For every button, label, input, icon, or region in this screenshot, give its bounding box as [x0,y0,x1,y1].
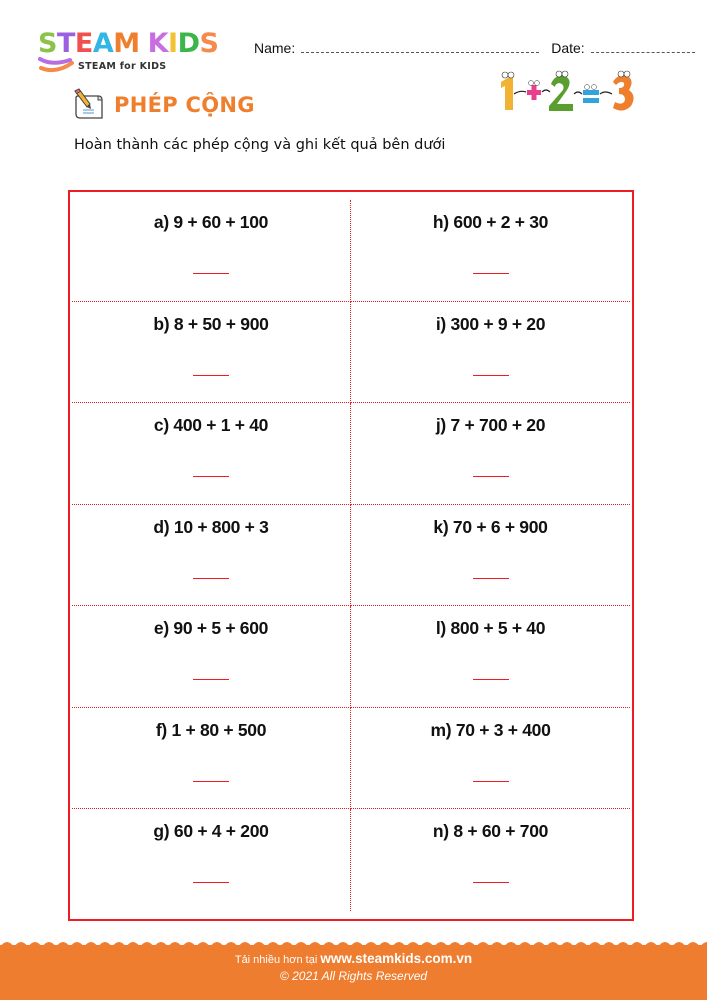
number-mascots-illustration [495,68,640,116]
date-label: Date: [551,40,585,56]
answer-blank[interactable] [193,475,229,477]
logo-space [140,30,148,57]
footer-download-line [0,951,707,966]
problem-cell [72,505,351,607]
problem-text: a) 9 + 60 + 100 [153,212,269,232]
name-label: Name: [254,40,296,56]
logo-letter: T [56,28,75,59]
problem-cell [351,809,630,911]
problem-text: c) 400 + 1 + 40 [153,415,269,436]
problem-text: l) 800 + 5 + 40 [435,618,546,639]
logo-letter: K [147,28,169,59]
problem-cell [72,809,351,911]
problem-cell [351,708,630,810]
problem-text: i) 300 + 9 + 20 [435,313,546,334]
problem-cell [351,302,630,404]
problem-cell [72,302,351,404]
footer-website-link[interactable]: www.steamkids.com.vn [320,951,473,966]
answer-blank[interactable] [193,881,229,883]
answer-blank[interactable] [473,475,509,477]
name-field[interactable] [301,41,539,53]
answer-blank[interactable] [193,272,229,274]
problems-grid [70,192,632,919]
problem-cell [351,200,630,302]
date-field[interactable] [591,41,695,53]
footer-copyright: © 2021 All Rights Reserved [279,969,428,983]
logo-wordmark [38,30,238,57]
instructions-text: Hoàn thành các phép cộng và ghi kết quả bên dưới [74,137,446,153]
answer-blank[interactable] [473,272,509,274]
footer-banner [0,945,707,1000]
logo-letter: E [74,28,93,59]
logo-smile-icon [38,56,78,76]
page-title: PHÉP CỘNG [114,93,255,117]
answer-blank[interactable] [473,678,509,680]
pencil-paper-icon [72,88,106,122]
problem-text: e) 90 + 5 + 600 [153,618,269,639]
answer-blank[interactable] [193,678,229,680]
problem-text: j) 7 + 700 + 20 [435,415,546,436]
problem-text: m) 70 + 3 + 400 [430,719,551,740]
problem-cell [351,403,630,505]
answer-blank[interactable] [473,374,509,376]
problem-text: h) 600 + 2 + 30 [432,212,549,232]
logo-letter: A [92,28,114,59]
footer-text [0,951,707,983]
problem-cell [72,403,351,505]
problem-text: b) 8 + 50 + 900 [153,313,269,334]
scallop-edge [0,937,707,947]
name-date-row [254,40,695,56]
answer-blank[interactable] [193,780,229,782]
logo-letter: S [38,28,57,59]
answer-blank[interactable] [473,881,509,883]
answer-blank[interactable] [193,577,229,579]
logo-letter: D [177,28,200,59]
problem-text: g) 60 + 4 + 200 [153,821,269,842]
answer-blank[interactable] [473,577,509,579]
answer-blank[interactable] [193,374,229,376]
problem-cell [72,708,351,810]
section-title-row [72,88,255,122]
steam-kids-logo [38,30,238,75]
logo-tagline: STEAM for KIDS [78,61,167,72]
problem-cell [351,606,630,708]
logo-letter: I [168,28,178,59]
logo-letter: S [199,28,219,59]
footer-prefix: Tải nhiều hơn tại [234,954,321,966]
problem-text: f) 1 + 80 + 500 [155,719,267,740]
logo-letter: M [113,28,140,59]
problem-text: n) 8 + 60 + 700 [432,821,549,842]
problem-cell [351,505,630,607]
problems-worksheet [68,190,634,921]
problem-cell [72,606,351,708]
problem-text: k) 70 + 6 + 900 [433,516,548,537]
problem-text: d) 10 + 800 + 3 [153,516,269,537]
problem-cell [72,200,351,302]
answer-blank[interactable] [473,780,509,782]
